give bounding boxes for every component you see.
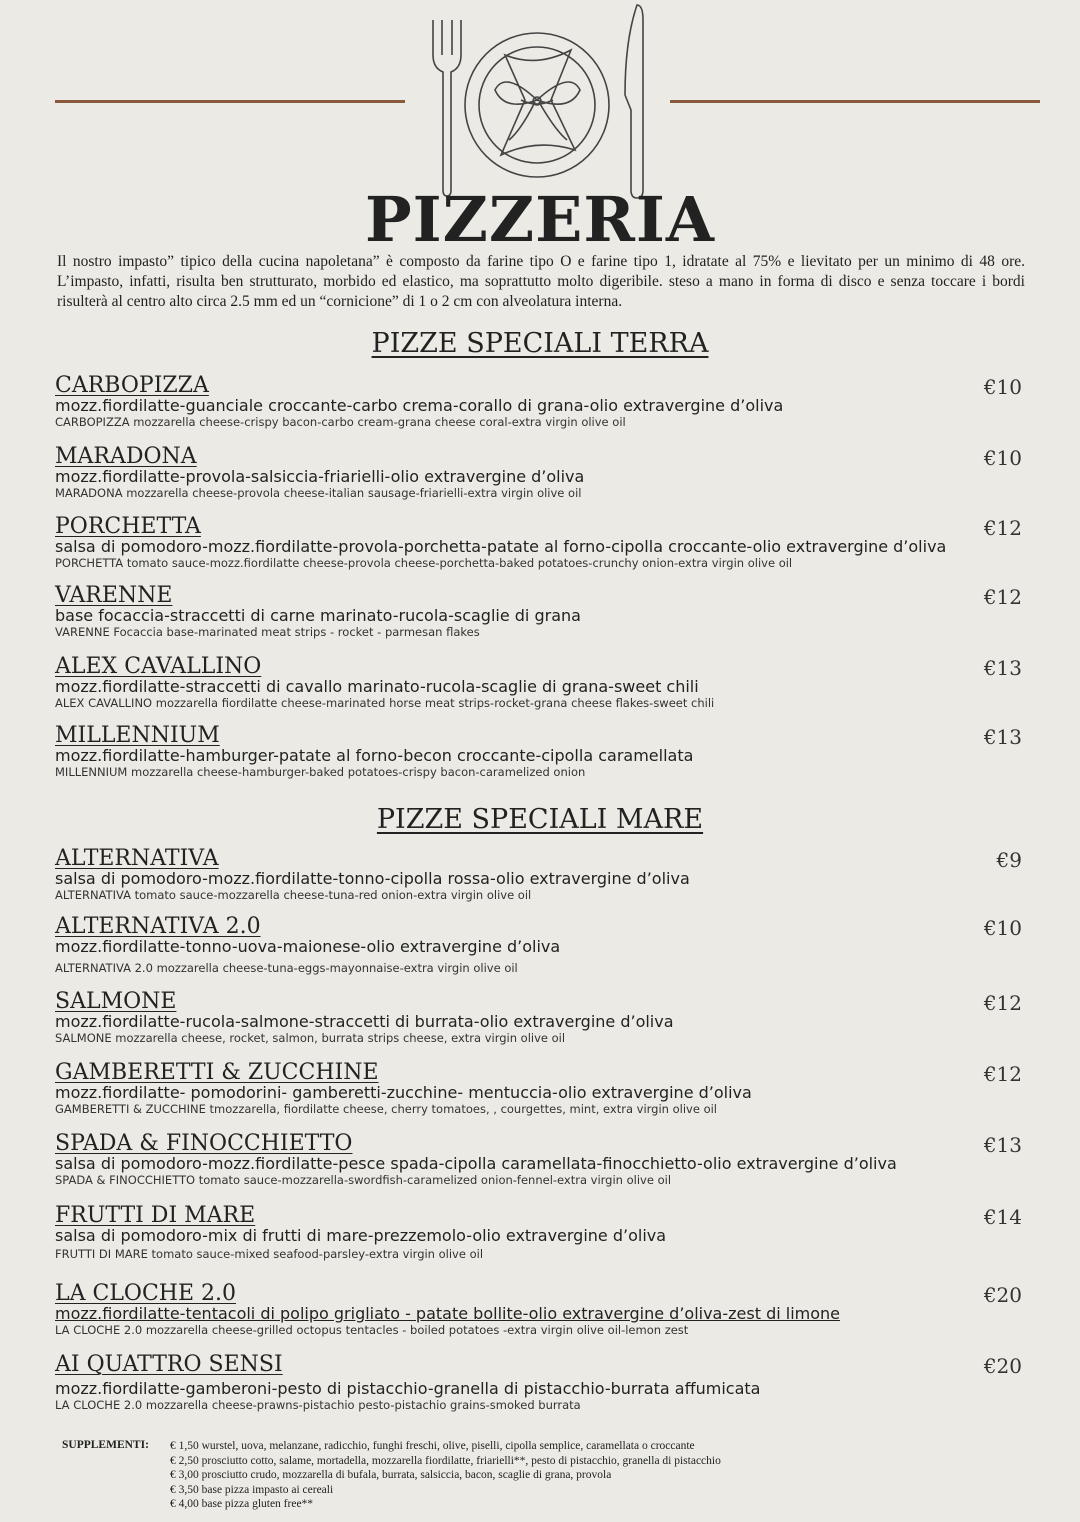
divider-left	[55, 100, 405, 103]
item-description: mozz.fiordilatte-rucola-salmone-straccetti di burrata-olio extravergine d’oliva	[55, 1012, 674, 1031]
item-translation: ALEX CAVALLINO mozzarella fiordilatte cheese-marinated horse meat strips-rocket-grana cheese flakes-sweet chili	[55, 696, 715, 710]
menu-item	[55, 991, 1030, 1046]
intro-paragraph: Il nostro impasto” tipico della cucina napoletana” è composto da farine tipo O e farine tipo 1, idratate al 75% e lievitato per un minimo di 48 ore. L’impasto, infatti, risulta ben strutturato, morbido ed elastico, ma soprattutto molto digeribile. steso a mano in forma di disco e senza toccare i bordi risulterà al centro alto circa 2.5 mm ed un “cornicione” di 1 o 2 cm con alveolatura interna.	[57, 253, 1025, 310]
section-title-terra-text: PIZZE SPECIALI TERRA	[371, 328, 709, 359]
item-description: mozz.fiordilatte-tentacoli di polipo grigliato - patate bollite-olio extravergine d’oliva-zest di limone	[55, 1304, 841, 1323]
menu-item	[55, 1205, 1030, 1262]
item-name: ALTERNATIVA	[55, 846, 219, 871]
item-description: mozz.fiordilatte-gamberoni-pesto di pistacchio-granella di pistacchio-burrata affumicata	[55, 1379, 761, 1398]
item-translation: PORCHETTA tomato sauce-mozz.fiordilatte cheese-provola cheese-porchetta-baked potatoes-crunchy onion-extra virgin olive oil	[55, 556, 793, 570]
item-price: €20	[983, 1283, 1022, 1307]
item-price: €14	[983, 1205, 1022, 1229]
section-title-mare-text: PIZZE SPECIALI MARE	[376, 804, 704, 835]
menu-item	[55, 375, 1030, 430]
menu-item	[55, 916, 1030, 976]
item-price: €13	[983, 725, 1022, 749]
item-name: ALTERNATIVA 2.0	[55, 914, 261, 939]
item-name: ALEX CAVALLINO	[55, 654, 262, 679]
item-translation: ALTERNATIVA 2.0 mozzarella cheese-tuna-eggs-mayonnaise-extra virgin olive oil	[55, 961, 518, 975]
item-name: VARENNE	[55, 583, 173, 608]
item-translation: ALTERNATIVA tomato sauce-mozzarella cheese-tuna-red onion-extra virgin olive oil	[55, 888, 532, 902]
item-translation: CARBOPIZZA mozzarella cheese-crispy bacon-carbo cream-grana cheese coral-extra virgin olive oil	[55, 415, 626, 429]
item-description: mozz.fiordilatte-provola-salsiccia-friarielli-olio extravergine d’oliva	[55, 467, 585, 486]
menu-item	[55, 1133, 1030, 1188]
item-price: €13	[983, 656, 1022, 680]
supplement-line: € 2,50 prosciutto cotto, salame, mortadella, mozzarella fiordilatte, friarielli**, pesto di pistacchio, granella di pistacchio	[170, 1454, 721, 1467]
menu-item	[55, 446, 1030, 501]
menu-item	[55, 848, 1030, 903]
divider-right	[670, 100, 1040, 103]
item-price: €13	[983, 1133, 1022, 1157]
item-description: mozz.fiordilatte-hamburger-patate al forno-becon croccante-cipolla caramellata	[55, 746, 694, 765]
menu-item	[55, 656, 1030, 711]
item-translation: FRUTTI DI MARE tomato sauce-mixed seafood-parsley-extra virgin olive oil	[55, 1247, 484, 1261]
plate-fork-knife-icon	[425, 0, 655, 200]
item-price: €10	[983, 916, 1022, 940]
item-price: €12	[983, 1062, 1022, 1086]
page-title: PIZZERIA	[364, 183, 716, 256]
item-name: CARBOPIZZA	[55, 373, 209, 398]
item-price: €9	[996, 848, 1022, 872]
supplement-line: € 3,00 prosciutto crudo, mozzarella di bufala, burrata, salsiccia, bacon, scaglie di grana, provola	[170, 1469, 612, 1481]
item-description: mozz.fiordilatte-guanciale croccante-carbo crema-corallo di grana-olio extravergine d’oliva	[55, 396, 784, 415]
menu-item	[55, 1283, 1030, 1338]
item-translation: LA CLOCHE 2.0 mozzarella cheese-grilled octopus tentacles - boiled potatoes -extra virgin olive oil-lemon zest	[55, 1323, 689, 1337]
item-translation: SPADA & FINOCCHIETTO tomato sauce-mozzarella-swordfish-caramelized onion-fennel-extra virgin olive oil	[55, 1173, 672, 1187]
item-name: SPADA & FINOCCHIETTO	[55, 1131, 353, 1156]
item-name: SALMONE	[55, 989, 177, 1014]
item-name: GAMBERETTI & ZUCCHINE	[55, 1060, 379, 1085]
menu-item	[55, 1354, 1030, 1413]
item-price: €10	[983, 375, 1022, 399]
item-description: salsa di pomodoro-mix di frutti di mare-prezzemolo-olio extravergine d’oliva	[55, 1226, 667, 1245]
supplements-list	[170, 1439, 721, 1512]
section-title-mare	[0, 804, 1080, 836]
item-description: salsa di pomodoro-mozz.fiordilatte-provola-porchetta-patate al forno-cipolla croccante-olio extravergine d’oliva	[55, 537, 947, 556]
item-description: mozz.fiordilatte-tonno-uova-maionese-olio extravergine d’oliva	[55, 937, 561, 956]
item-name: LA CLOCHE 2.0	[55, 1281, 237, 1306]
menu-item	[55, 1062, 1030, 1117]
item-translation: LA CLOCHE 2.0 mozzarella cheese-prawns-pistachio pesto-pistachio grains-smoked burrata	[55, 1398, 581, 1412]
supplement-line: € 4,00 base pizza gluten free**	[170, 1498, 314, 1510]
item-description: salsa di pomodoro-mozz.fiordilatte-pesce spada-cipolla caramellata-finocchietto-olio extravergine d’oliva	[55, 1154, 897, 1173]
item-description: mozz.fiordilatte- pomodorini- gamberetti-zucchine- mentuccia-olio extravergine d’oliva	[55, 1083, 752, 1102]
item-price: €12	[983, 516, 1022, 540]
item-translation: SALMONE mozzarella cheese, rocket, salmon, burrata strips cheese, extra virgin olive oil	[55, 1031, 566, 1045]
item-translation: MARADONA mozzarella cheese-provola cheese-italian sausage-friarielli-extra virgin olive oil	[55, 486, 582, 500]
item-description: mozz.fiordilatte-straccetti di cavallo marinato-rucola-scaglie di grana-sweet chili	[55, 677, 699, 696]
menu-item	[55, 725, 1030, 780]
item-name: AI QUATTRO SENSI	[55, 1352, 283, 1377]
item-name: PORCHETTA	[55, 514, 201, 539]
item-translation: GAMBERETTI & ZUCCHINE tmozzarella, fiordilatte cheese, cherry tomatoes, , courgettes, mint, extra virgin olive oil	[55, 1102, 717, 1116]
menu-item	[55, 516, 1030, 571]
item-translation: MILLENNIUM mozzarella cheese-hamburger-baked potatoes-crispy bacon-caramelized onion	[55, 765, 586, 779]
item-price: €12	[983, 585, 1022, 609]
item-name: FRUTTI DI MARE	[55, 1203, 256, 1228]
supplement-line: € 3,50 base pizza impasto ai cereali	[170, 1483, 334, 1496]
supplements-label: SUPPLEMENTI:	[62, 1439, 149, 1451]
item-description: salsa di pomodoro-mozz.fiordilatte-tonno-cipolla rossa-olio extravergine d’oliva	[55, 869, 690, 888]
item-price: €12	[983, 991, 1022, 1015]
item-description: base focaccia-straccetti di carne marinato-rucola-scaglie di grana	[55, 606, 581, 625]
section-title-terra	[0, 328, 1080, 360]
menu-item	[55, 585, 1030, 640]
item-price: €20	[983, 1354, 1022, 1378]
supplement-line: € 1,50 wurstel, uova, melanzane, radicchio, funghi freschi, olive, piselli, cipolla semplice, caramellata o croccante	[170, 1440, 695, 1452]
item-name: MARADONA	[55, 444, 197, 469]
item-translation: VARENNE Focaccia base-marinated meat strips - rocket - parmesan flakes	[55, 625, 480, 639]
item-name: MILLENNIUM	[55, 723, 220, 748]
item-price: €10	[983, 446, 1022, 470]
